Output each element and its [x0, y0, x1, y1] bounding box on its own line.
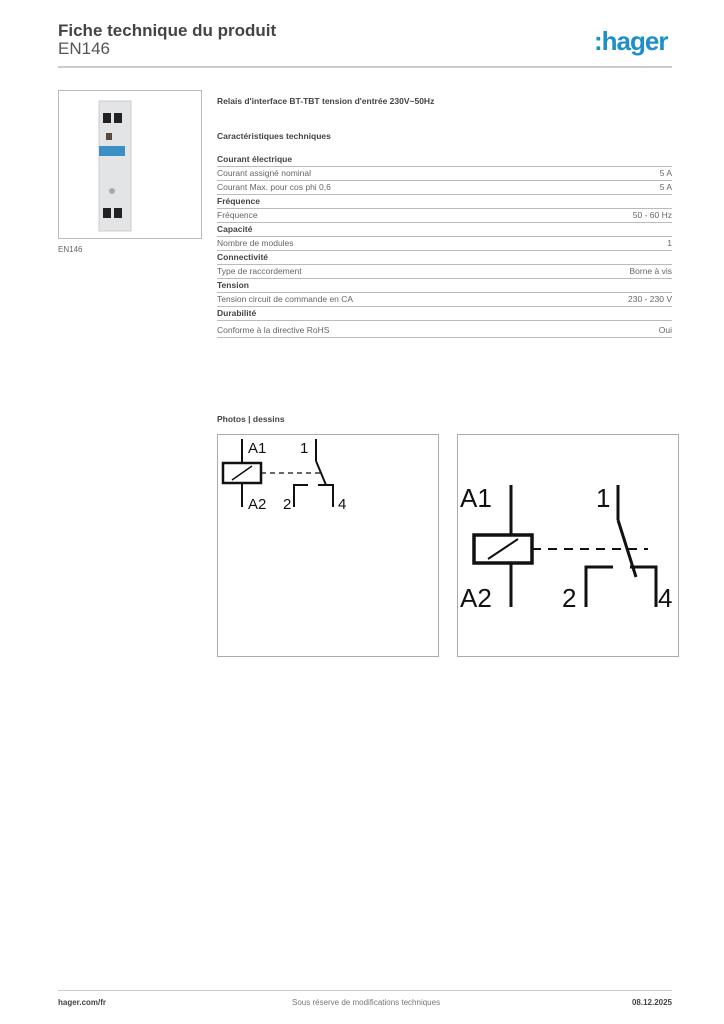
terminal-2-label: 2 — [562, 583, 577, 613]
spec-value: 5 A — [659, 168, 672, 178]
photos-heading: Photos | dessins — [217, 414, 285, 424]
spec-value: 230 - 230 V — [628, 294, 672, 304]
page-title: Fiche technique du produit — [58, 21, 277, 40]
section-title: Connectivité — [217, 251, 672, 265]
spec-label: Courant Max. pour cos phi 0,6 — [217, 182, 331, 192]
spec-section — [217, 153, 672, 195]
footer-date: 08.12.2025 — [631, 998, 672, 1007]
spec-section — [217, 307, 672, 338]
spec-value: Borne à vis — [629, 266, 672, 276]
product-photo — [58, 90, 202, 239]
spec-value: 1 — [667, 238, 672, 248]
spec-section — [217, 195, 672, 223]
spec-label: Tension circuit de commande en CA — [217, 294, 354, 304]
terminal-4-label: 4 — [338, 496, 347, 513]
spec-section — [217, 223, 672, 251]
terminal-a2-label: A2 — [460, 583, 492, 613]
footer-divider — [58, 990, 672, 991]
spec-label: Conforme à la directive RoHS — [217, 325, 330, 335]
spec-label: Fréquence — [217, 210, 258, 220]
spec-label: Courant assigné nominal — [217, 168, 312, 178]
spec-section — [217, 251, 672, 279]
spec-label: Type de raccordement — [217, 266, 302, 276]
spec-row — [217, 237, 672, 251]
terminal-1-label: 1 — [596, 483, 611, 513]
spec-value: Oui — [658, 325, 672, 335]
terminal-4-label: 4 — [658, 583, 673, 613]
section-title: Durabilité — [217, 307, 672, 321]
terminal-a1-label: A1 — [248, 440, 267, 457]
product-description: Relais d'interface BT-TBT tension d'entrée 230V~50Hz — [217, 96, 435, 106]
terminal-a1-label: A1 — [460, 483, 492, 513]
terminal-1-label: 1 — [300, 440, 309, 457]
spec-row — [217, 265, 672, 279]
spec-row — [217, 293, 672, 307]
spec-row — [217, 209, 672, 223]
footer-note: Sous réserve de modifications techniques — [292, 998, 441, 1007]
wiring-diagram-large — [457, 434, 679, 657]
terminal-2-label: 2 — [283, 496, 292, 513]
specs-heading: Caractéristiques techniques — [217, 131, 331, 141]
specs-table — [217, 153, 672, 338]
spec-value: 5 A — [659, 182, 672, 192]
section-title: Fréquence — [217, 195, 672, 209]
spec-value: 50 - 60 Hz — [632, 210, 672, 220]
product-code: EN146 — [58, 39, 110, 58]
spec-label: Nombre de modules — [217, 238, 294, 248]
footer-website[interactable]: hager.com/fr — [58, 998, 107, 1007]
spec-section — [217, 279, 672, 307]
terminal-a2-label: A2 — [248, 496, 267, 513]
header-divider — [58, 66, 672, 68]
wiring-diagram-small — [217, 434, 439, 657]
section-title: Tension — [217, 279, 672, 293]
section-title: Capacité — [217, 223, 672, 237]
section-title: Courant électrique — [217, 153, 672, 167]
spec-row — [217, 324, 672, 338]
spec-row — [217, 181, 672, 195]
spec-row — [217, 167, 672, 181]
photo-caption: EN146 — [58, 245, 83, 254]
hager-logo: :hager — [594, 26, 668, 56]
